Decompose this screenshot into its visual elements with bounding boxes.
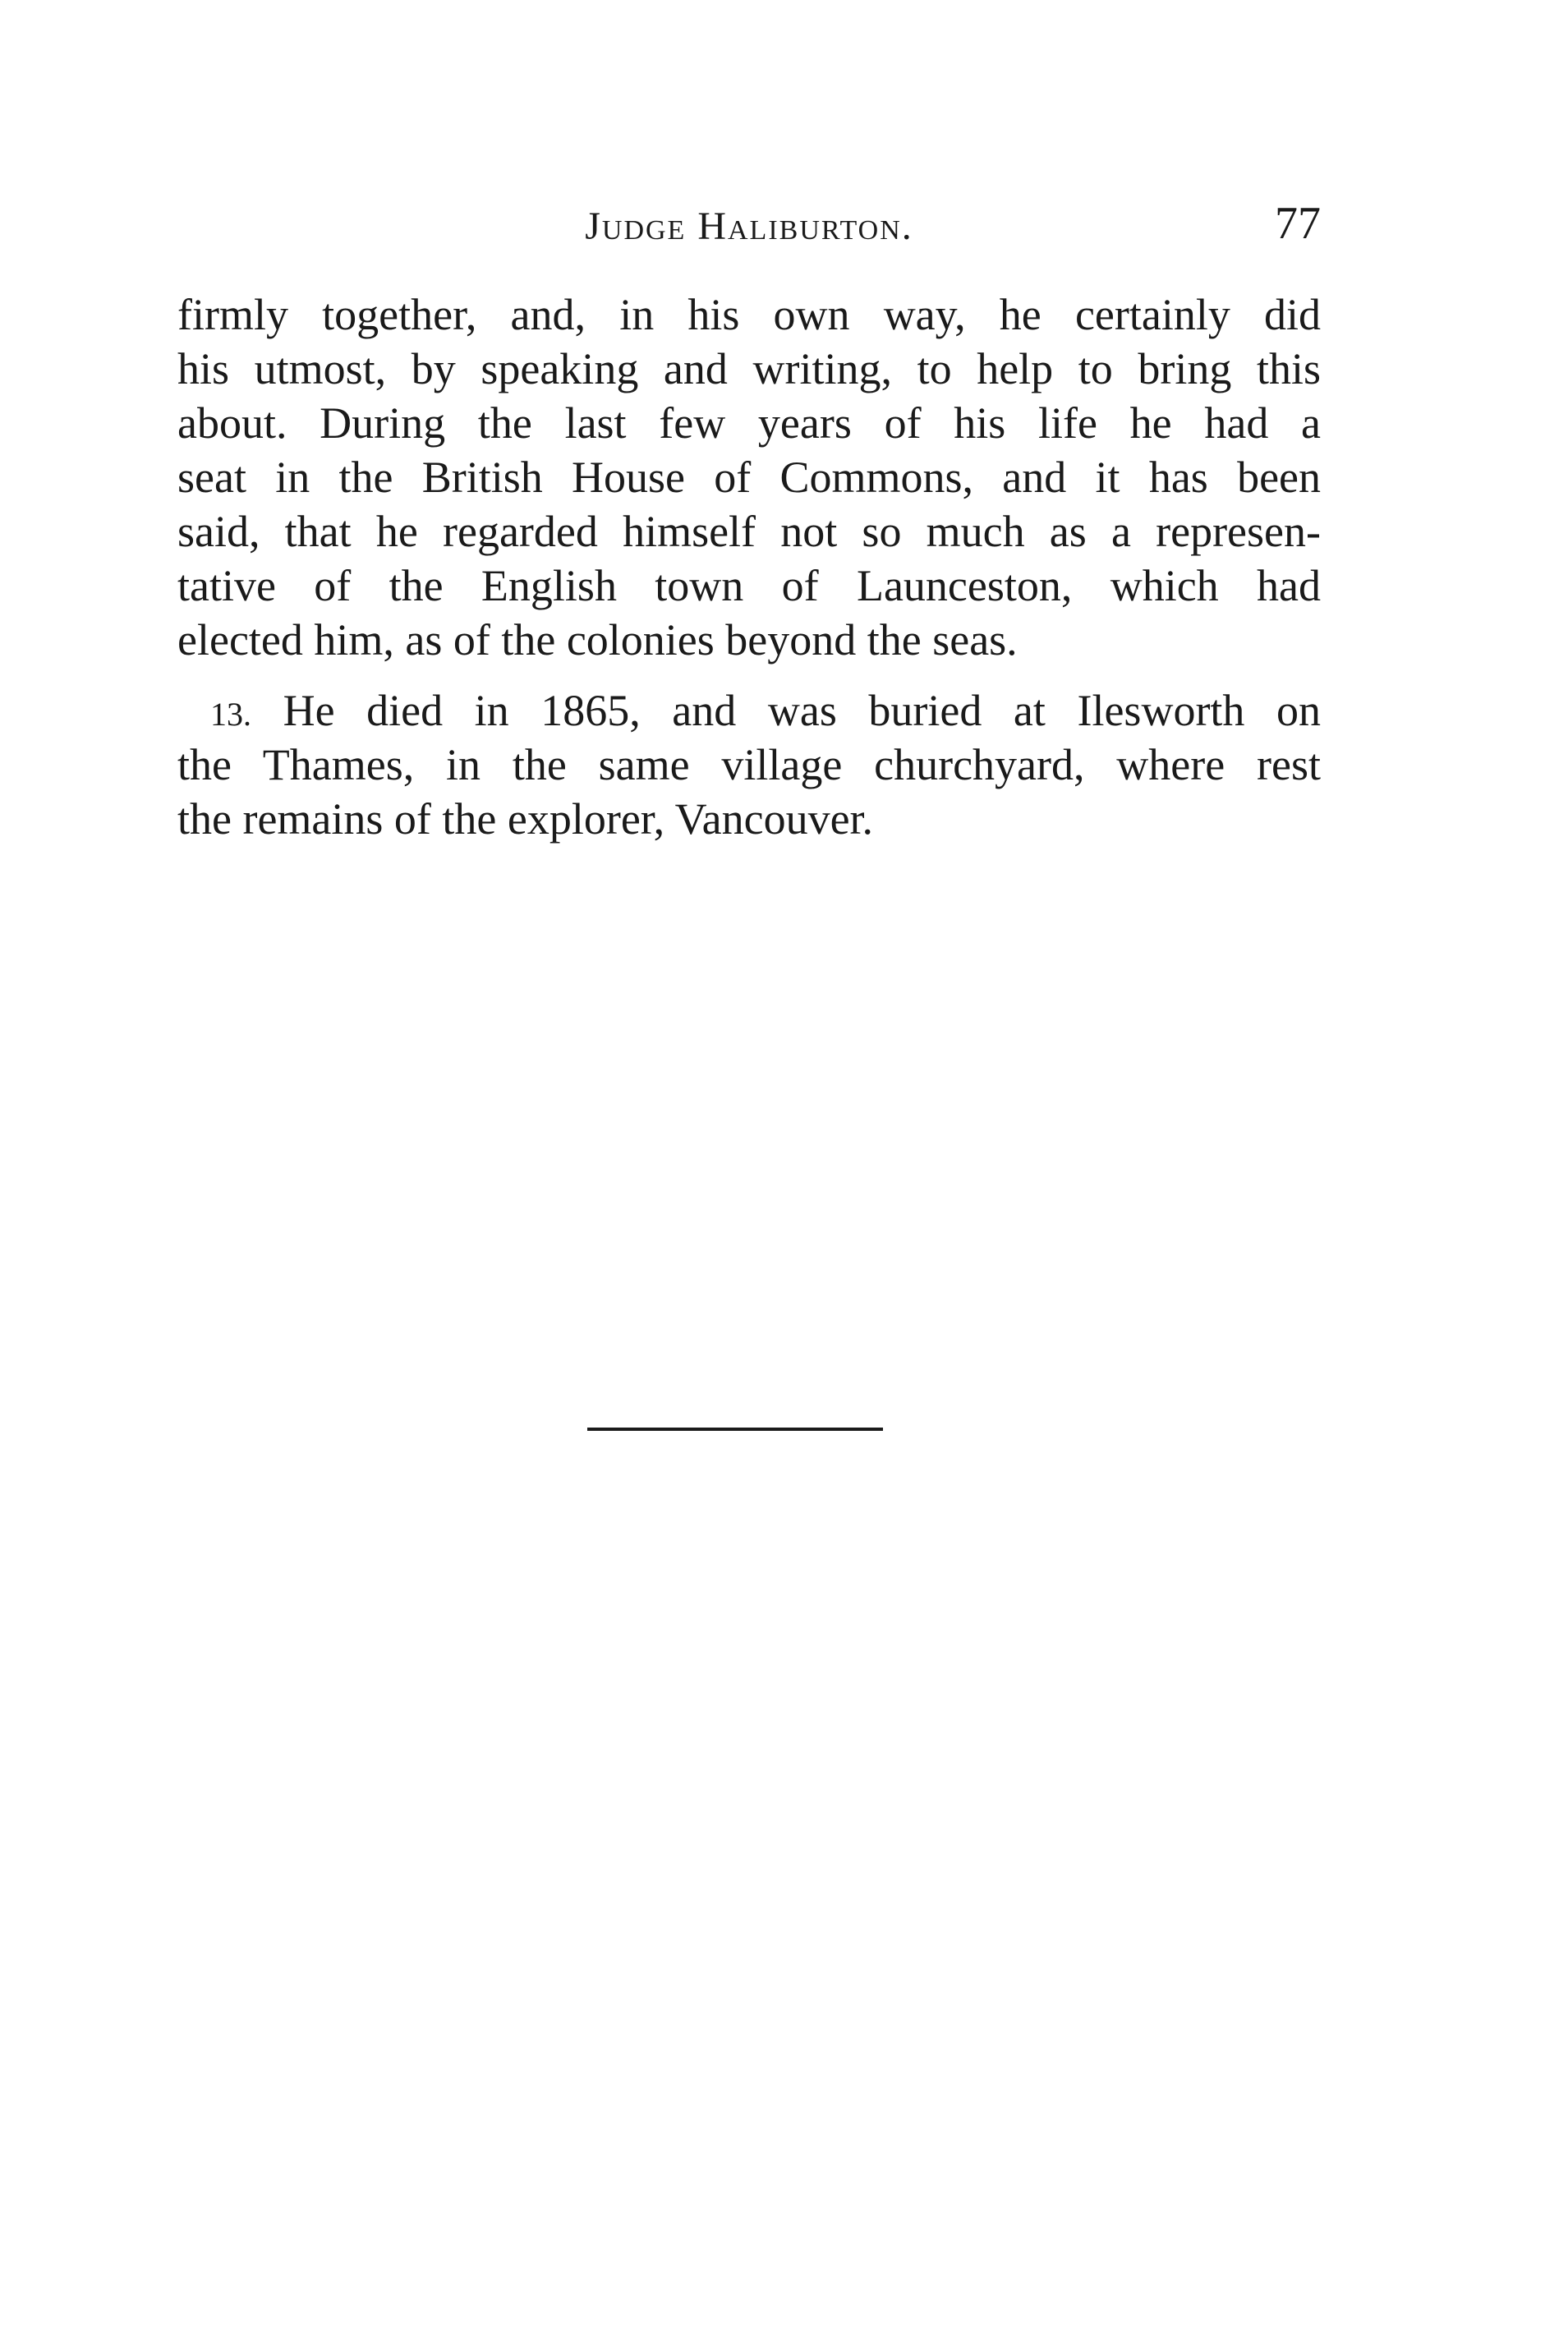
paragraph	[177, 683, 1321, 846]
text-line: his utmost, by speaking and writing, to help to bring this	[177, 344, 1321, 393]
body-text	[177, 287, 1321, 846]
end-rule	[587, 1428, 883, 1431]
text-line: said, that he regarded himself not so much as a represen-	[177, 507, 1321, 556]
text-line: tative of the English town of Launceston, which had	[177, 561, 1321, 610]
page-number: 77	[1275, 198, 1321, 249]
paragraph-number: 13.	[210, 696, 251, 733]
text-line: elected him, as of the colonies beyond the seas.	[177, 615, 1018, 664]
text-line: the Thames, in the same village churchyard, where rest	[177, 740, 1321, 789]
text-line: the remains of the explorer, Vancouver.	[177, 794, 874, 844]
running-title: Judge Haliburton.	[585, 205, 913, 248]
paragraph	[177, 287, 1321, 667]
text-line-content: He died in 1865, and was buried at Ilesworth on	[283, 686, 1321, 735]
text-line: seat in the British House of Commons, and it has been	[177, 453, 1321, 502]
text-line	[177, 683, 1321, 738]
text-line: about. During the last few years of his life he had a	[177, 398, 1321, 448]
text-line: firmly together, and, in his own way, he certainly did	[177, 290, 1321, 339]
running-head	[177, 195, 1321, 261]
paragraph-gap	[177, 667, 1321, 683]
